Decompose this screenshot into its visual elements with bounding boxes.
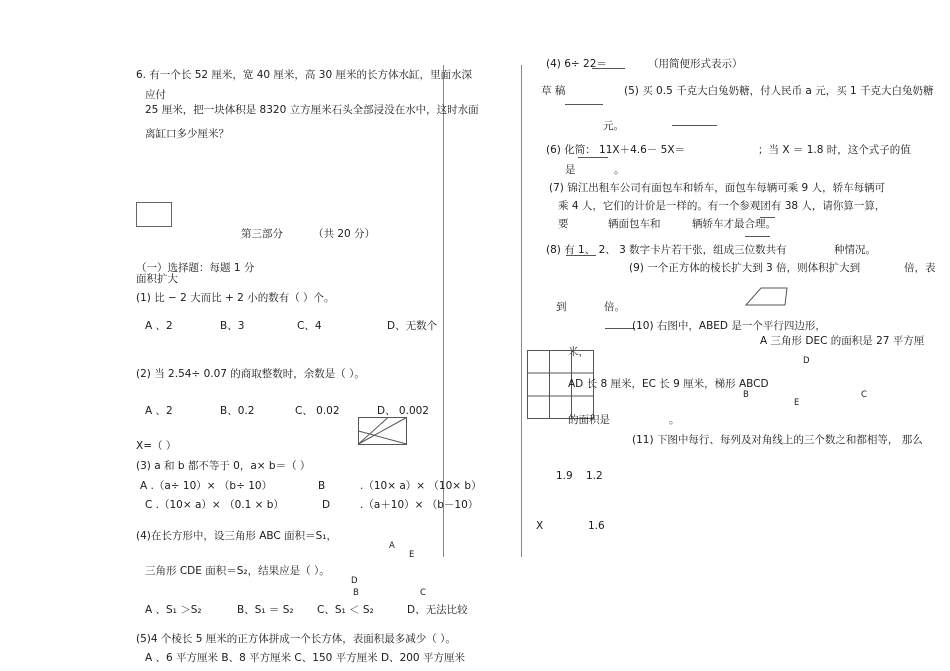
fill5-tail: 元。 xyxy=(603,120,624,132)
magic-cell-1: 1.9 xyxy=(556,470,573,482)
choice1-option-a: A 、2 xyxy=(145,320,173,332)
choice3-question: (3) a 和 b 都不等于 0，a× b＝（ ） xyxy=(136,460,311,472)
choice4-option-b: B、S₁ ＝ S₂ xyxy=(237,604,294,616)
choice4-option-a: A 、S₁ ＞S₂ xyxy=(145,604,202,616)
fill10-label-c: C xyxy=(861,390,867,400)
choice4-question: (4)在长方形中，设三角形 ABC 面积＝S₁， xyxy=(136,530,337,542)
fill10-label-e: E xyxy=(794,398,800,408)
fill7-line3-mid: 辆面包车和 xyxy=(608,218,661,230)
choice3-option-b-label: B xyxy=(318,480,326,492)
choice3-option-b: .（10× a）× （10× b） xyxy=(360,480,482,492)
fill7-line3-start: 要 xyxy=(558,218,569,230)
choice3-option-d-label: D xyxy=(322,499,331,511)
fill10-label-b: B xyxy=(743,390,749,400)
fill9-question: (9) 一个正方体的棱长扩大到 3 倍，则体积扩大到 xyxy=(629,262,861,274)
choice4-figure-label-c: C xyxy=(420,588,426,598)
magic-cell-x: X xyxy=(536,520,544,532)
choice1-option-b: B、3 xyxy=(220,320,245,332)
fill10-area: 的面积是 xyxy=(568,414,610,426)
choice3-option-c: C .（10× a）× （0.1 × b） xyxy=(145,499,284,511)
choice4-option-d: D、无法比较 xyxy=(407,604,468,616)
fill8-question: (8) 有 1、 2、 3 数字卡片若干张，组成三位数共有 xyxy=(546,244,787,256)
choice3-option-d: .（a＋10）× （b－10） xyxy=(360,499,479,511)
q6-line3: 25 厘米，把一块体积是 8320 立方厘米石头全部浸没在水中，这时水面 xyxy=(145,104,479,116)
fill6-end: 。 xyxy=(614,164,625,176)
choice2-option-d: D、 0.002 xyxy=(377,405,429,417)
fill5-question: (5) 买 0.5 千克大白兔奶糖，付人民币 a 元，买 1 千克大白兔奶糖 xyxy=(624,85,934,97)
fill10-label-d: D xyxy=(803,356,810,366)
fill4-question: (4) 6÷ 22＝ xyxy=(546,58,607,70)
fill11-question: (11) 下图中每行、每列及对角线上的三个数之和都相等， 那么 xyxy=(632,434,923,446)
small-rectangle-figure xyxy=(136,202,172,227)
fill6-part2: ；当 X ＝ 1.8 时，这个式子的值 xyxy=(758,144,911,156)
choice4-figure-label-a: A xyxy=(389,541,395,551)
choice5-question: (5)4 个棱长 5 厘米的正方体拼成一个长方体，表面积最多减少（ ）。 xyxy=(136,633,456,645)
fill7-line3-end: 辆轿车才最合理。 xyxy=(692,218,776,230)
fill10-question: (10) 右图中，ABED 是一个平行四边形， xyxy=(632,320,826,332)
parallelogram-figure xyxy=(745,287,789,307)
fill6-blank xyxy=(578,157,608,158)
fill4-note: （用简便形式表示） xyxy=(648,58,743,70)
draft-label: 草 稿 xyxy=(541,85,566,97)
choice4-figure-label-d: D xyxy=(351,576,358,586)
section1-heading-b: 面积扩大 xyxy=(136,273,178,285)
fill8-tail: 种情况。 xyxy=(834,244,876,256)
fill9-end: 倍。 xyxy=(604,301,625,313)
magic-cell-2: 1.2 xyxy=(586,470,603,482)
choice3-option-a: A .（a÷ 10）× （b÷ 10） xyxy=(140,480,273,492)
fill10-unit: 米， xyxy=(568,346,589,358)
fill6-part3: 是 xyxy=(565,164,576,176)
q6-line1: 6. 有一个长 52 厘米，宽 40 厘米，高 30 厘米的长方体水缸，里面水深 xyxy=(136,69,472,81)
section1-heading: （一）选择题：每题 1 分 xyxy=(136,262,255,274)
fill7-blank-b xyxy=(745,236,770,237)
choice4-option-c: C、S₁ ＜ S₂ xyxy=(317,604,374,616)
choice2-option-a: A 、2 xyxy=(145,405,173,417)
choice1-option-d: D、无数个 xyxy=(387,320,438,332)
choice4-figure-label-e: E xyxy=(409,550,415,560)
fill7-line2: 乘 4 人，它们的计价是一样的。有一个参观团有 38 人，请你算一算， xyxy=(558,200,886,212)
magic-cell-3: 1.6 xyxy=(588,520,605,532)
fill10-line3: AD 长 8 厘米，EC 长 9 厘米，梯形 ABCD xyxy=(568,378,769,390)
fill6-question: (6) 化简： 11X＋4.6－ 5X＝ xyxy=(546,144,686,156)
choice4-figure-label-b: B xyxy=(353,588,359,598)
choice2-option-b: B、0.2 xyxy=(220,405,255,417)
column-divider-right xyxy=(521,65,522,557)
fill10-line2: A 三角形 DEC 的面积是 27 平方厘 xyxy=(760,335,925,347)
draft-blank xyxy=(565,104,603,105)
choice4-question-line2: 三角形 CDE 面积＝S₂，结果应是（ ）。 xyxy=(145,565,330,577)
x-blank: X=（ ） xyxy=(136,440,177,452)
choice1-question: (1) 比 − 2 大而比 + 2 小的数有（ ）个。 xyxy=(136,292,335,304)
part3-title: 第三部分 xyxy=(241,228,283,240)
fill10-dot: 。 xyxy=(669,414,680,426)
fill9-part3: 到 xyxy=(556,301,567,313)
fill9-blank xyxy=(605,328,635,329)
choice2-option-c: C、 0.02 xyxy=(295,405,340,417)
rectangle-triangle-figure xyxy=(358,417,408,445)
choice5-options: A 、6 平方厘米 B、8 平方厘米 C、150 平方厘米 D、200 平方厘米 xyxy=(145,652,465,664)
fill8-blank xyxy=(566,255,596,256)
part3-score: （共 20 分） xyxy=(313,228,376,240)
q6-line4: 离缸口多少厘米？ xyxy=(145,128,229,140)
choice2-question: (2) 当 2.54÷ 0.07 的商取整数时，余数是（ ）。 xyxy=(136,368,365,380)
q6-line2: 应付 xyxy=(145,89,166,101)
fill7-question: (7) 锦江出租车公司有面包车和轿车，面包车每辆可乘 9 人，轿车每辆可 xyxy=(549,182,886,194)
fill5-blank xyxy=(672,125,717,126)
fill4-blank xyxy=(592,68,625,69)
fill9-part2: 倍，表 xyxy=(904,262,936,274)
choice1-option-c: C、4 xyxy=(297,320,322,332)
